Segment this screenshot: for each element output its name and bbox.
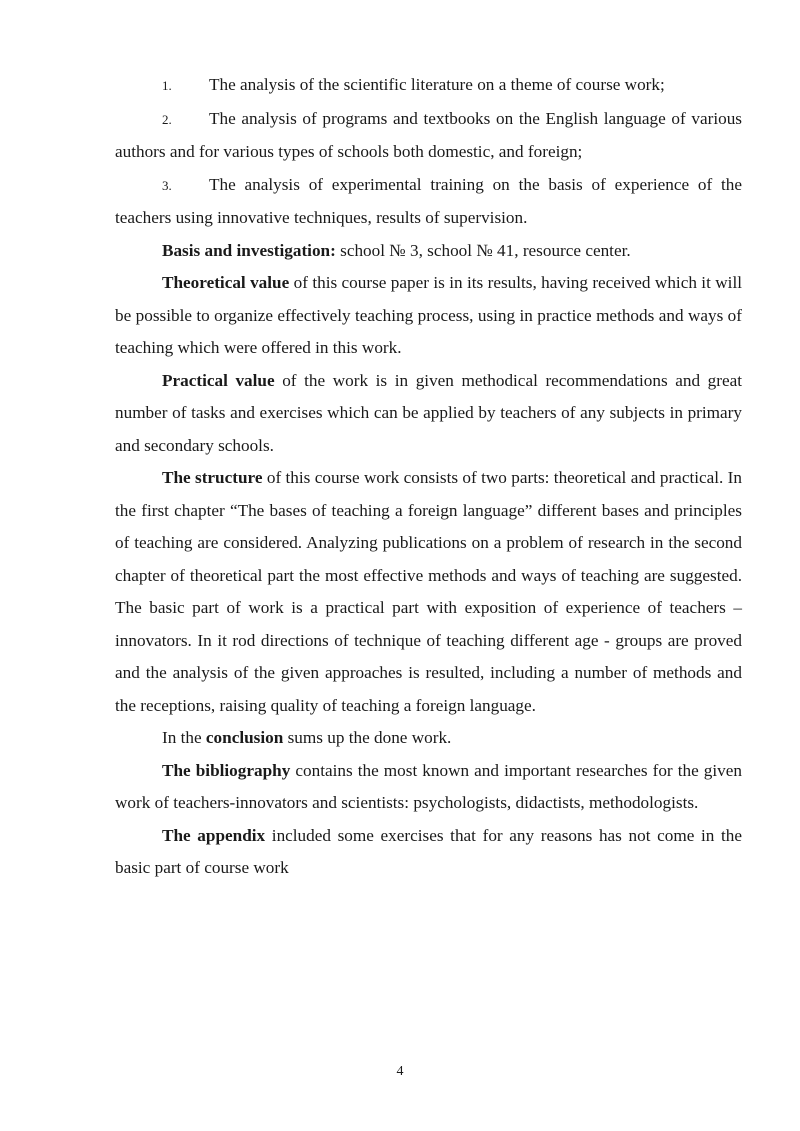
bibliography-text: contains the most known and important researches for the given work of teachers-innovators and scientists: psychologists, didactists, methodologists. — [115, 760, 742, 812]
theoretical-value-text: of this course paper is in its results, having received which it will be possible to organize effectively teaching process, using in practice methods and ways of teaching which were offered in this work. — [115, 273, 742, 357]
list-number: 3. — [162, 177, 172, 193]
list-item — [115, 103, 742, 169]
basis-text: school № 3, school № 41, resource center. — [335, 240, 631, 260]
page-body — [115, 69, 742, 885]
basis-paragraph — [115, 235, 742, 268]
basis-label: Basis and investigation: — [162, 240, 336, 260]
appendix-paragraph — [115, 820, 742, 885]
list-number: 1. — [162, 78, 172, 93]
theoretical-value-label: Theoretical value — [162, 273, 290, 292]
structure-label: The structure — [162, 468, 263, 487]
appendix-label: The appendix — [162, 825, 266, 845]
list-text: The analysis of programs and textbooks on the English language of various authors and for various types of schools both domestic, and foreign; — [115, 108, 742, 161]
conclusion-paragraph — [115, 722, 742, 755]
bibliography-label: The bibliography — [162, 760, 291, 780]
page-number: 4 — [396, 1064, 404, 1079]
list-text: The analysis of experimental training on the basis of experience of the teachers using innovative techniques, results of supervision. — [115, 174, 742, 227]
theoretical-value-paragraph — [115, 267, 742, 365]
conclusion-label: conclusion — [205, 728, 284, 747]
bibliography-paragraph — [115, 755, 742, 820]
structure-text: of this course work consists of two parts: theoretical and practical. In the first chapter “The bases of teaching a foreign language” different bases and principles of teaching are considered. Analyzing publications on a problem of research in the second chapter of theoretical part the most effective methods and ways of teaching are suggested. The basic part of work is a practical part with exposition of experience of teachers – innovators. In it rod directions of technique of teaching different age - groups are proved and the analysis of the given approaches is resulted, including a number of methods and the receptions, raising quality of teaching a foreign language. — [115, 468, 743, 715]
list-text: The analysis of the scientific literature on a theme of course work; — [209, 75, 665, 94]
structure-paragraph — [115, 462, 742, 722]
practical-value-paragraph — [115, 365, 742, 463]
list-number: 2. — [162, 111, 172, 127]
list-item — [115, 69, 742, 103]
list-item — [115, 169, 742, 235]
practical-value-label: Practical value — [162, 370, 275, 390]
conclusion-prefix: In the — [162, 728, 206, 747]
practical-value-text: of the work is in given methodical recommendations and great number of tasks and exercises which can be applied by teachers of any subjects in primary and secondary schools. — [115, 370, 743, 455]
appendix-text: included some exercises that for any reasons has not come in the basic part of course work — [115, 825, 742, 877]
conclusion-text: sums up the done work. — [283, 728, 452, 747]
